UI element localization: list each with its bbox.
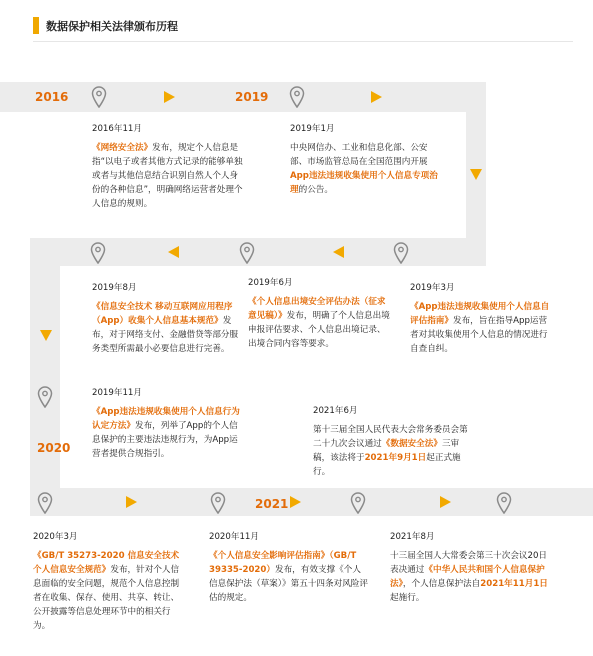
law-title: App违法违规收集使用个人信息专项治理 bbox=[290, 171, 438, 195]
entry-text: 起施行。 bbox=[390, 593, 425, 603]
entry-date: 2021年8月 bbox=[390, 532, 435, 542]
timeline-entry-2019-08 bbox=[92, 281, 240, 356]
entry-text: 发布，明确了个人信息出境申报评估要求、个人信息出境记录、出境合同内容等要求。 bbox=[248, 311, 390, 349]
entry-date: 2019年11月 bbox=[92, 388, 142, 398]
law-title: 《个人信息安全影响评估指南》（GB/T 39335-2020） bbox=[209, 551, 357, 575]
law-title: 《App违法违规收集使用个人信息自评估指南》 bbox=[410, 302, 550, 326]
effective-date: 2021年9月1日 bbox=[364, 453, 427, 463]
arrow-left-icon bbox=[168, 246, 179, 258]
location-pin-icon bbox=[496, 492, 512, 514]
timeline-entry-2021-08 bbox=[390, 530, 550, 605]
arrow-right-icon bbox=[371, 91, 382, 103]
year-label-2020: 2020 bbox=[37, 441, 71, 455]
location-pin-icon bbox=[37, 492, 53, 514]
year-label-2021: 2021 bbox=[255, 497, 289, 511]
law-title: 《数据安全法》 bbox=[381, 439, 442, 449]
entry-text: 中央网信办、工业和信息化部、公安部、市场监管总局在全国范围内开展 bbox=[290, 143, 428, 167]
entry-text: 十三届全国人大常委会第三十次会议20日表决通过 bbox=[390, 551, 548, 575]
header-divider bbox=[33, 41, 573, 42]
header-accent-bar bbox=[33, 17, 39, 34]
entry-date: 2019年8月 bbox=[92, 283, 137, 293]
entry-text: 发布，针对个人信息面临的安全问题，规范个人信息控制者在收集、保存、使用、共享、转让、公开披露等信息处理环节中的相关行为。 bbox=[33, 565, 180, 631]
year-label-2016: 2016 bbox=[35, 90, 69, 104]
location-pin-icon bbox=[37, 386, 53, 408]
law-title: 《GB/T 35273-2020 信息安全技术 个人信息安全规范》 bbox=[33, 551, 180, 575]
entry-text: 起正式施行。 bbox=[313, 453, 461, 477]
location-pin-icon bbox=[393, 242, 409, 264]
effective-date: 2021年11月1日 bbox=[480, 579, 548, 589]
arrow-right-icon bbox=[164, 91, 175, 103]
entry-date: 2016年11月 bbox=[92, 124, 142, 134]
location-pin-icon bbox=[91, 86, 107, 108]
timeline-entry-2019-06 bbox=[248, 276, 393, 351]
location-pin-icon bbox=[239, 242, 255, 264]
timeline-entry-2019-03 bbox=[410, 281, 550, 356]
timeline-connector-left bbox=[30, 238, 60, 506]
law-title: 《网络安全法》 bbox=[92, 143, 153, 153]
entry-text: 的公告。 bbox=[298, 185, 333, 195]
law-title: 《信息安全技术 移动互联网应用程序（App）收集个人信息基本规范》 bbox=[92, 302, 233, 326]
entry-date: 2020年11月 bbox=[209, 532, 259, 542]
arrow-down-icon bbox=[470, 169, 482, 180]
law-title: 《个人信息出境安全评估办法（征求意见稿）》 bbox=[248, 297, 386, 321]
arrow-right-icon bbox=[290, 496, 301, 508]
entry-text: 发布，规定个人信息是指“以电子或者其他方式记录的能够单独或者与其他信息结合识别自然人个人身份的各种信息”，明确网络运营者处理个人信息的规则。 bbox=[92, 143, 243, 209]
location-pin-icon bbox=[350, 492, 366, 514]
arrow-left-icon bbox=[333, 246, 344, 258]
timeline-entry-2021-06 bbox=[313, 404, 475, 479]
law-title: 《App违法违规收集使用个人信息行为认定方法》 bbox=[92, 407, 240, 431]
year-label-2019: 2019 bbox=[235, 90, 269, 104]
entry-text: 发布，有效支撑《个人信息保护法（草案）》第五十四条对风险评估的规定。 bbox=[209, 565, 368, 603]
location-pin-icon bbox=[210, 492, 226, 514]
location-pin-icon bbox=[289, 86, 305, 108]
entry-date: 2019年1月 bbox=[290, 124, 335, 134]
timeline-entry-2016-11 bbox=[92, 122, 244, 211]
entry-date: 2019年6月 bbox=[248, 278, 293, 288]
page-title: 数据保护相关法律颁布历程 bbox=[46, 20, 178, 33]
entry-text: 第十三届全国人民代表大会常务委员会第二十九次会议通过 bbox=[313, 425, 468, 449]
arrow-down-icon bbox=[40, 330, 52, 341]
entry-text: 发布，旨在指导App运营者对其收集使用个人信息的情况进行自查自纠。 bbox=[410, 316, 548, 354]
entry-date: 2020年3月 bbox=[33, 532, 78, 542]
entry-text: ，个人信息保护法自 bbox=[402, 579, 481, 589]
entry-text: 发布，对于网络支付、金融借贷等部分服务类型所需最小必要信息进行完善。 bbox=[92, 316, 239, 354]
arrow-right-icon bbox=[440, 496, 451, 508]
timeline-entry-2020-11 bbox=[209, 530, 369, 605]
entry-text: 三审稿，该法将于 bbox=[313, 439, 460, 463]
entry-date: 2019年3月 bbox=[410, 283, 455, 293]
timeline-entry-2019-11 bbox=[92, 386, 240, 461]
arrow-right-icon bbox=[126, 496, 137, 508]
timeline-entry-2019-01 bbox=[290, 122, 438, 197]
timeline-entry-2020-03 bbox=[33, 530, 183, 633]
location-pin-icon bbox=[90, 242, 106, 264]
entry-text: 发布，列举了App的个人信息保护的主要违法违规行为，为App运营者提供合规指引。 bbox=[92, 421, 238, 459]
law-title: 《中华人民共和国个人信息保护法》 bbox=[390, 565, 545, 589]
entry-date: 2021年6月 bbox=[313, 406, 358, 416]
